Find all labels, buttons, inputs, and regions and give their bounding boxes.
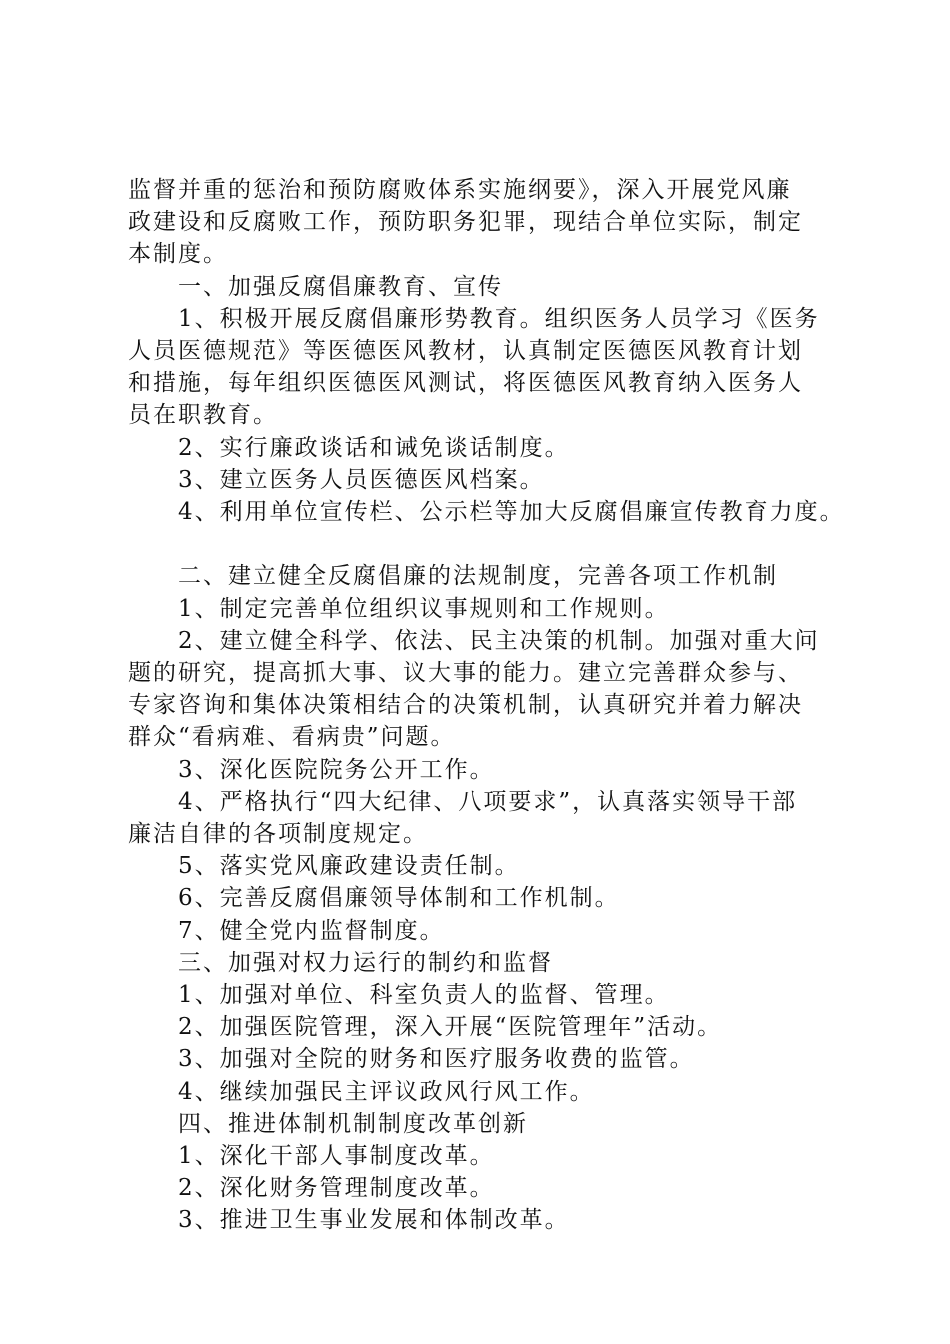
text-line: 三、加强对权力运行的制约和监督 bbox=[178, 949, 553, 976]
text-line: 二、建立健全反腐倡廉的法规制度，完善各项工作机制 bbox=[178, 563, 778, 590]
text-line: 4、利用单位宣传栏、公示栏等加大反腐倡廉宣传教育力度。 bbox=[178, 499, 845, 526]
text-line: 政建设和反腐败工作，预防职务犯罪，现结合单位实际，制定 bbox=[128, 209, 803, 236]
document-body bbox=[128, 174, 845, 1237]
text-line: 2、实行廉政谈话和诫免谈话制度。 bbox=[178, 434, 570, 461]
text-line: 监督并重的惩治和预防腐败体系实施纲要》，深入开展党风廉 bbox=[128, 177, 792, 203]
text-line: 2、加强医院管理，深入开展“医院管理年”活动。 bbox=[178, 1014, 723, 1041]
blank-line bbox=[128, 528, 840, 560]
text-line: 3、加强对全院的财务和医疗服务收费的监管。 bbox=[178, 1046, 695, 1073]
text-line: 群众“看病难、看病贵”问题。 bbox=[128, 724, 456, 751]
text-line: 3、建立医务人员医德医风档案。 bbox=[178, 466, 545, 493]
text-line: 1、加强对单位、科室负责人的监督、管理。 bbox=[178, 982, 670, 1009]
text-line: 2、建立健全科学、依法、民主决策的机制。加强对重大问 bbox=[178, 627, 820, 654]
text-line: 员在职教育。 bbox=[128, 402, 278, 429]
text-line: 6、完善反腐倡廉领导体制和工作机制。 bbox=[178, 885, 620, 912]
text-line: 1、制定完善单位组织议事规则和工作规则。 bbox=[178, 595, 670, 622]
text-line: 3、推进卫生事业发展和体制改革。 bbox=[178, 1207, 570, 1234]
text-line: 本制度。 bbox=[128, 241, 228, 268]
text-line: 和措施，每年组织医德医风测试，将医德医风教育纳入医务人 bbox=[128, 370, 803, 397]
text-line: 5、落实党风廉政建设责任制。 bbox=[178, 853, 520, 880]
text-line: 2、深化财务管理制度改革。 bbox=[178, 1175, 495, 1202]
text-line: 四、推进体制机制制度改革创新 bbox=[178, 1110, 528, 1137]
text-line: 4、严格执行“四大纪律、八项要求”，认真落实领导干部 bbox=[178, 788, 798, 815]
text-line: 一、加强反腐倡廉教育、宣传 bbox=[178, 273, 503, 300]
text-line: 1、积极开展反腐倡廉形势教育。组织医务人员学习《医务 bbox=[178, 305, 820, 332]
text-line: 4、继续加强民主评议政风行风工作。 bbox=[178, 1078, 595, 1105]
text-line: 题的研究，提高抓大事、议大事的能力。建立完善群众参与、 bbox=[128, 660, 803, 687]
text-line: 7、健全党内监督制度。 bbox=[178, 917, 445, 944]
text-line: 1、深化干部人事制度改革。 bbox=[178, 1143, 495, 1170]
text-line: 3、深化医院院务公开工作。 bbox=[178, 756, 495, 783]
text-line: 专家咨询和集体决策相结合的决策机制，认真研究并着力解决 bbox=[128, 692, 803, 719]
text-line: 人员医德规范》等医德医风教材，认真制定医德医风教育计划 bbox=[128, 338, 803, 365]
text-line: 廉洁自律的各项制度规定。 bbox=[128, 821, 428, 848]
